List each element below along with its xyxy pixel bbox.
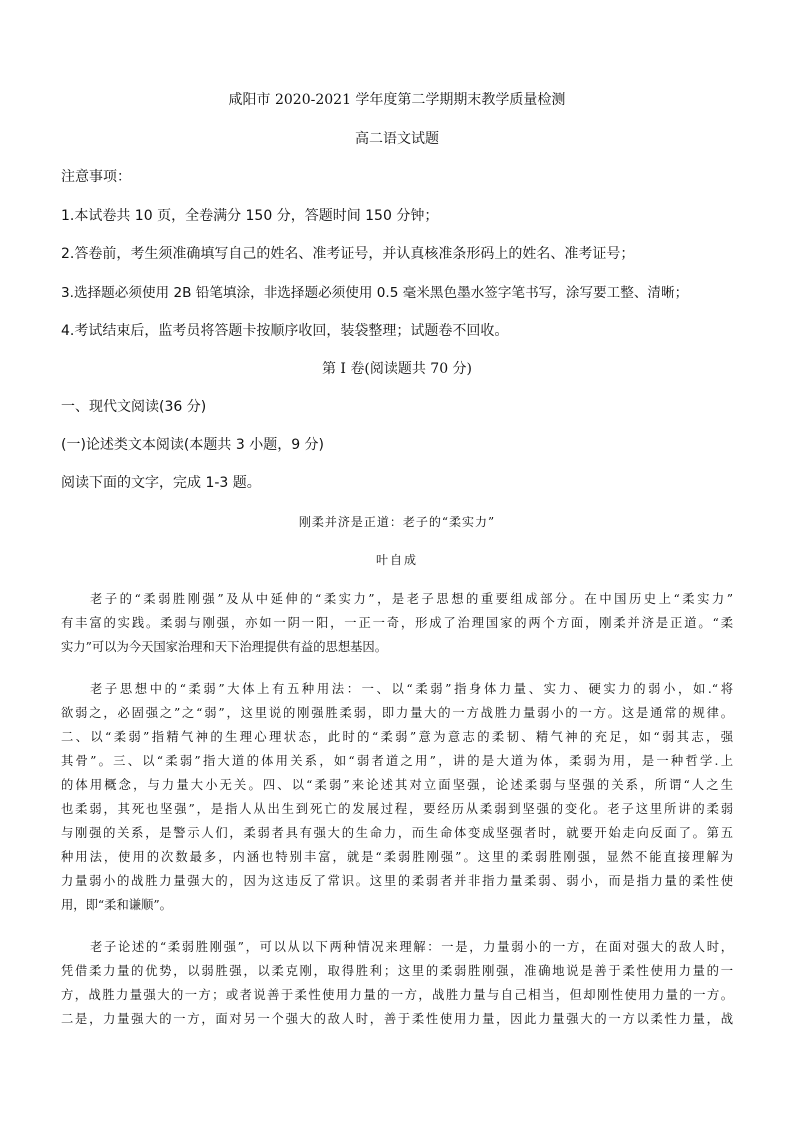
- exam-title: 咸阳市 2020-2021 学年度第二学期期末教学质量检测: [228, 92, 566, 108]
- notice-item: 2.答卷前，考生须准确填写自己的姓名、准考证号，并认真核准条形码上的姓名、准考证号；: [61, 246, 635, 262]
- volume-title: 第 I 卷(阅读题共 70 分): [321, 361, 473, 377]
- article-line: 种用法，使用的次数最多，内涵也特别丰富，就是“柔弱胜刚强”。这里的柔弱胜刚强，显然不能直接理解为: [61, 850, 733, 864]
- part-title: 一、现代文阅读(36 分): [61, 399, 207, 415]
- article-title: 刚柔并济是正道：老子的“柔实力”: [298, 515, 496, 529]
- article-line: 欲弱之，必固强之”之“弱”，这里说的刚强胜柔弱，即力量大的一方战胜力量弱小的一方。这是通常的规律。: [61, 706, 733, 720]
- paper-title: 高二语文试题: [355, 131, 439, 147]
- article-line: 老子论述的“柔弱胜刚强”，可以从以下两种情况来理解：一是，力量弱小的一方，在面对强大的敌人时，: [90, 940, 733, 954]
- reading-instruction: 阅读下面的文字，完成 1-3 题。: [61, 475, 261, 491]
- notice-item: 3.选择题必须使用 2B 铅笔填涂，非选择题必须使用 0.5 毫米黑色墨水签字笔书写，涂写要工整、清晰；: [61, 285, 689, 301]
- article-line: 实力”可以为今天国家治理和天下治理提供有益的思想基因。: [61, 640, 388, 654]
- article-line: 力量弱小的战胜力量强大的，因为这违反了常识。这里的柔弱者并非指力量柔弱、弱小，而是指力量的柔性使: [61, 874, 733, 888]
- article-line: 有丰富的实践。柔弱与刚强，亦如一阴一阳，一正一奇，形成了治理国家的两个方面，刚柔并济是正道。“柔: [61, 616, 733, 630]
- article-line: 与刚强的关系，是警示人们，柔弱者具有强大的生命力，而生命体变成坚强者时，就要开始走向反面了。第五: [61, 826, 733, 840]
- article-line: 老子的“柔弱胜刚强”及从中延伸的“柔实力”，是老子思想的重要组成部分。在中国历史上“柔实力”: [90, 592, 733, 606]
- article-line: 其骨”。三、以“柔弱”指大道的体用关系，如“弱者道之用”，讲的是大道为体，柔弱为用，是一种哲学.上: [61, 754, 733, 768]
- article-line: 凭借柔力量的优势，以弱胜强，以柔克刚，取得胜利；这里的柔弱胜刚强，准确地说是善于柔性使用力量的一: [61, 964, 733, 978]
- article-author: 叶自成: [375, 553, 418, 567]
- article-line: 用，即“柔和谦顺”。: [61, 898, 172, 912]
- notice-heading: 注意事项：: [61, 169, 131, 185]
- article-line: 二、以“柔弱”指精气神的生理心理状态，此时的“柔弱”意为意志的柔韧、精气神的充足，如“弱其志，强: [61, 730, 733, 744]
- notice-item: 4.考试结束后，监考员将答题卡按顺序收回，装袋整理；试题卷不回收。: [61, 323, 509, 339]
- subpart-title: (一)论述类文本阅读(本题共 3 小题，9 分): [61, 437, 325, 453]
- article-line: 方，战胜力量强大的一方；或者说善于柔性使用力量的一方，战胜力量与自己相当，但却刚性使用力量的一方。: [61, 988, 733, 1002]
- notice-item: 1.本试卷共 10 页，全卷满分 150 分，答题时间 150 分钟；: [61, 208, 439, 224]
- article-line: 的体用概念，与力量大小无关。四、以“柔弱”来论述其对立面坚强，论述柔弱与坚强的关系，所谓“人之生: [61, 778, 733, 792]
- article-line: 二是，力量强大的一方，面对另一个强大的敌人时，善于柔性使用力量，因此力量强大的一方以柔性力量，战: [61, 1012, 733, 1026]
- article-line: 也柔弱，其死也坚强”，是指人从出生到死亡的发展过程，要经历从柔弱到坚强的变化。老子这里所讲的柔弱: [61, 802, 733, 816]
- article-line: 老子思想中的“柔弱”大体上有五种用法：一、以“柔弱”指身体力量、实力、硬实力的弱小，如.“将: [90, 682, 733, 696]
